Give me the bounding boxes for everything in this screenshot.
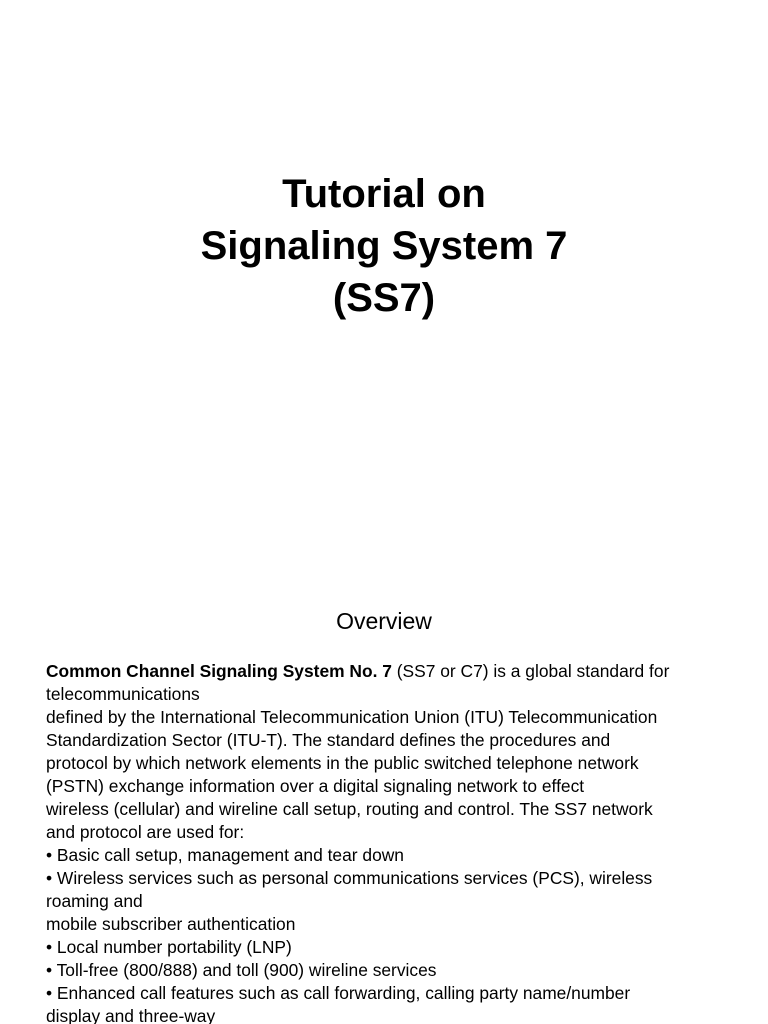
body-line: mobile subscriber authentication (46, 914, 296, 934)
body-line: protocol by which network elements in the public switched telephone network (46, 753, 639, 773)
title-line-2: Signaling System 7 (200, 224, 568, 268)
overview-body (46, 660, 754, 1024)
title-line-1: Tutorial on (282, 172, 486, 216)
body-line: defined by the International Telecommunication Union (ITU) Telecommunication (46, 707, 658, 727)
body-line: Standardization Sector (ITU-T). The standard defines the procedures and (46, 730, 611, 750)
intro-rest-text: (SS7 or C7) is a global standard for (391, 661, 670, 681)
bullet-item: • Basic call setup, management and tear down (46, 845, 404, 865)
bullet-item: • Local number portability (LNP) (46, 937, 292, 957)
intro-bold-term: Common Channel Signaling System No. 7 (46, 661, 392, 681)
overview-heading: Overview (336, 608, 432, 634)
body-line: display and three-way (46, 1006, 216, 1024)
title-line-3: (SS7) (332, 276, 436, 320)
bullet-item: • Toll-free (800/888) and toll (900) wireline services (46, 960, 437, 980)
body-line: wireless (cellular) and wireline call setup, routing and control. The SS7 network (46, 799, 653, 819)
bullet-item: • Wireless services such as personal communications services (PCS), wireless (46, 868, 653, 888)
bullet-item: • Enhanced call features such as call forwarding, calling party name/number (46, 983, 631, 1003)
document-title (0, 168, 768, 324)
body-line-intro (46, 660, 754, 683)
body-line: roaming and (46, 891, 143, 911)
body-line: telecommunications (46, 684, 200, 704)
body-line: (PSTN) exchange information over a digital signaling network to effect (46, 776, 585, 796)
body-line: and protocol are used for: (46, 822, 245, 842)
